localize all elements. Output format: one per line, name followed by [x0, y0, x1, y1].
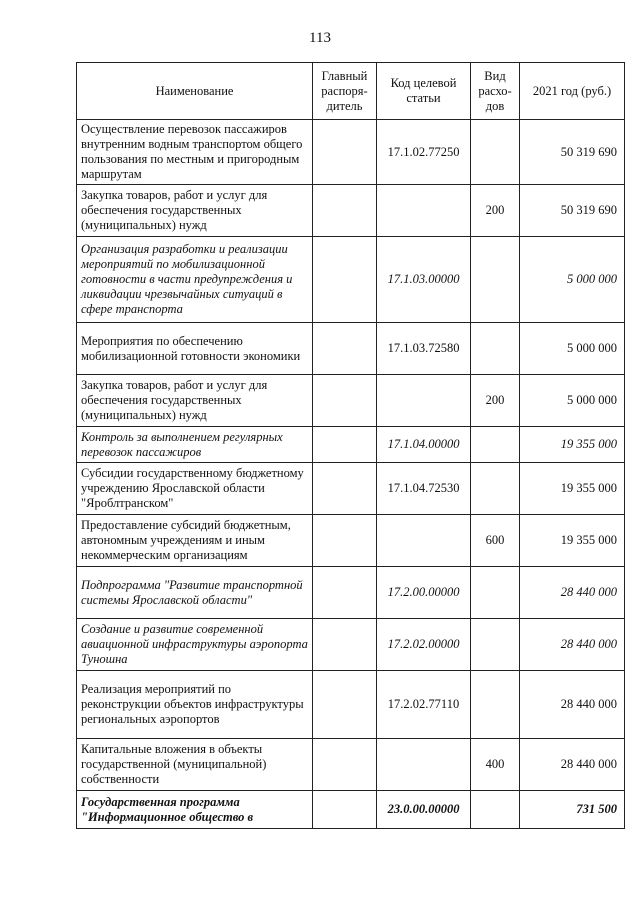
row-amount: 5 000 000 — [520, 237, 625, 323]
row-type — [471, 237, 520, 323]
header-name: Наименование — [77, 63, 313, 120]
row-chief — [313, 427, 377, 463]
row-name: Закупка товаров, работ и услуг для обеспечения государственных (муниципальных) нужд — [77, 185, 313, 237]
row-type: 200 — [471, 375, 520, 427]
row-name: Субсидии государственному бюджетному учреждению Ярославской области "Яроблтранском" — [77, 463, 313, 515]
row-amount: 28 440 000 — [520, 739, 625, 791]
row-type — [471, 463, 520, 515]
row-amount: 19 355 000 — [520, 427, 625, 463]
row-chief — [313, 515, 377, 567]
row-chief — [313, 619, 377, 671]
row-amount: 19 355 000 — [520, 463, 625, 515]
row-name: Капитальные вложения в объекты государственной (муниципальной) собственности — [77, 739, 313, 791]
budget-table — [76, 62, 625, 829]
table-row — [77, 739, 625, 791]
row-type: 400 — [471, 739, 520, 791]
row-code: 17.2.02.77110 — [377, 671, 471, 739]
row-name: Контроль за выполнением регулярных перевозок пассажиров — [77, 427, 313, 463]
row-type — [471, 619, 520, 671]
row-type — [471, 671, 520, 739]
row-chief — [313, 671, 377, 739]
row-chief — [313, 567, 377, 619]
table-row — [77, 463, 625, 515]
table-row — [77, 567, 625, 619]
page-number: 113 — [309, 30, 331, 46]
row-name: Мероприятия по обеспечению мобилизационной готовности экономики — [77, 323, 313, 375]
row-chief — [313, 463, 377, 515]
row-code — [377, 739, 471, 791]
row-name: Создание и развитие современной авиационной инфраструктуры аэропорта Туношна — [77, 619, 313, 671]
row-name: Предоставление субсидий бюджетным, автономным учреждениям и иным некоммерческим организациям — [77, 515, 313, 567]
table-row — [77, 323, 625, 375]
row-name: Реализация мероприятий по реконструкции объектов инфраструктуры региональных аэропортов — [77, 671, 313, 739]
row-code: 17.1.04.00000 — [377, 427, 471, 463]
table-row — [77, 619, 625, 671]
table-row — [77, 791, 625, 829]
row-type — [471, 791, 520, 829]
row-code: 17.1.02.77250 — [377, 120, 471, 185]
row-type — [471, 567, 520, 619]
row-amount: 28 440 000 — [520, 567, 625, 619]
row-chief — [313, 185, 377, 237]
row-code: 17.1.03.72580 — [377, 323, 471, 375]
row-chief — [313, 237, 377, 323]
row-code: 17.1.03.00000 — [377, 237, 471, 323]
row-code: 17.1.04.72530 — [377, 463, 471, 515]
row-name: Государственная программа "Информационное общество в — [77, 791, 313, 829]
row-chief — [313, 120, 377, 185]
row-code — [377, 515, 471, 567]
header-type: Вид расхо-дов — [471, 63, 520, 120]
table-row — [77, 671, 625, 739]
header-code: Код целевой статьи — [377, 63, 471, 120]
row-amount: 5 000 000 — [520, 323, 625, 375]
table-row — [77, 185, 625, 237]
row-code — [377, 375, 471, 427]
row-code — [377, 185, 471, 237]
header-row — [77, 63, 625, 120]
table-row — [77, 375, 625, 427]
row-chief — [313, 791, 377, 829]
row-name: Организация разработки и реализации мероприятий по мобилизационной готовности в части предупреждения и ликвидации чрезвычайных ситуаций в сфере транспорта — [77, 237, 313, 323]
table-row — [77, 427, 625, 463]
row-amount: 731 500 — [520, 791, 625, 829]
row-chief — [313, 375, 377, 427]
row-chief — [313, 739, 377, 791]
header-amount: 2021 год (руб.) — [520, 63, 625, 120]
row-amount: 5 000 000 — [520, 375, 625, 427]
table-row — [77, 237, 625, 323]
row-type — [471, 427, 520, 463]
row-name: Закупка товаров, работ и услуг для обеспечения государственных (муниципальных) нужд — [77, 375, 313, 427]
row-amount: 19 355 000 — [520, 515, 625, 567]
row-name: Осуществление перевозок пассажиров внутренним водным транспортом общего пользования по местным и пригородным маршрутам — [77, 120, 313, 185]
row-type — [471, 323, 520, 375]
row-code: 17.2.02.00000 — [377, 619, 471, 671]
row-amount: 28 440 000 — [520, 671, 625, 739]
header-chief: Главный распоря-дитель — [313, 63, 377, 120]
row-name: Подпрограмма "Развитие транспортной системы Ярославской области" — [77, 567, 313, 619]
table-row — [77, 515, 625, 567]
row-amount: 50 319 690 — [520, 120, 625, 185]
row-code: 17.2.00.00000 — [377, 567, 471, 619]
table-row — [77, 120, 625, 185]
row-type — [471, 120, 520, 185]
row-chief — [313, 323, 377, 375]
row-type: 600 — [471, 515, 520, 567]
row-amount: 28 440 000 — [520, 619, 625, 671]
row-code: 23.0.00.00000 — [377, 791, 471, 829]
row-amount: 50 319 690 — [520, 185, 625, 237]
row-type: 200 — [471, 185, 520, 237]
